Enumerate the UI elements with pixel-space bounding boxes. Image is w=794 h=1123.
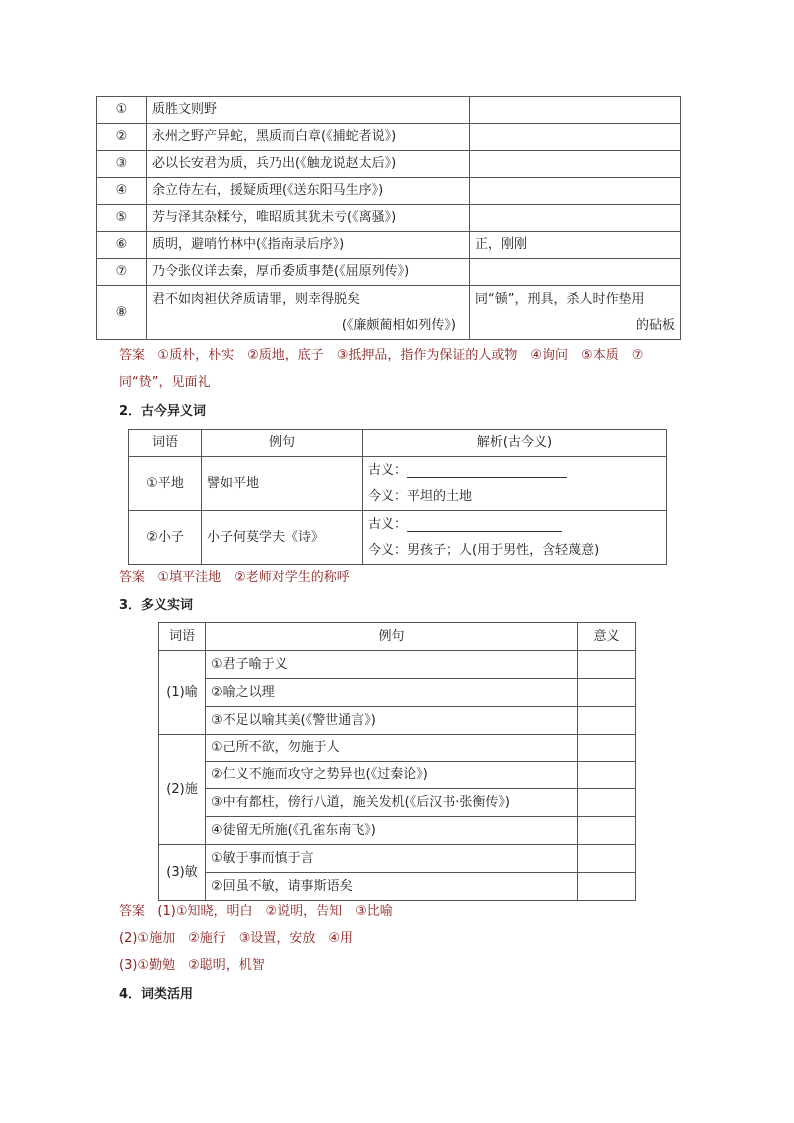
table-row (97, 178, 681, 205)
table-row (159, 762, 636, 789)
example-line-2: (《廉颇蔺相如列传》) (341, 317, 456, 333)
meaning-cell: 正，刚刚 (470, 232, 681, 259)
answer-text: (1)①知晓，明白 ②说明，告知 ③比喻 (157, 904, 393, 919)
table-row (159, 707, 636, 735)
column-header: 例句 (202, 430, 363, 457)
example-text-multiline (147, 286, 470, 340)
meaning-cell (578, 679, 636, 707)
answer-label: 答案 (119, 348, 146, 363)
example-cell: 譬如平地 (202, 457, 363, 511)
answer-block-1 (119, 343, 643, 369)
gu-line (368, 512, 661, 538)
example-cell: ①君子喻于义 (206, 651, 578, 679)
example-cell: ①敏于事而慎于言 (206, 845, 578, 873)
table-header-row (129, 430, 667, 457)
table-row (129, 511, 667, 565)
meaning-cell (470, 124, 681, 151)
row-number: ⑤ (97, 205, 147, 232)
answer-label: 答案 (119, 570, 146, 585)
jin-line: 今义：男孩子；人(用于男性，含轻蔑意) (368, 542, 600, 558)
meaning-cell (578, 707, 636, 735)
example-line-1: 君不如肉袒伏斧质请罪，则幸得脱矣 (152, 291, 361, 307)
table-row (159, 873, 636, 901)
meaning-cell (578, 789, 636, 817)
meaning-cell (470, 97, 681, 124)
answer-block-3 (119, 899, 393, 925)
row-number: ⑦ (97, 259, 147, 286)
analysis-cell (363, 457, 667, 511)
meaning-line-2: 的砧板 (635, 317, 675, 333)
section-title: 4．词类活用 (119, 987, 194, 1002)
word-cell: (3)敏 (159, 845, 206, 901)
meaning-cell (470, 205, 681, 232)
table-row (159, 651, 636, 679)
table-row (97, 286, 681, 340)
answer-block-2 (119, 565, 350, 591)
table-row (97, 151, 681, 178)
jin-line: 今义：平坦的土地 (368, 488, 473, 504)
example-text: 芳与泽其杂糅兮，唯昭质其犹未亏(《离骚》) (147, 205, 470, 232)
table-row (97, 205, 681, 232)
table-gujin (128, 429, 667, 565)
word-cell: (1)喻 (159, 651, 206, 735)
table-row (159, 817, 636, 845)
table-row (97, 232, 681, 259)
example-cell: ①己所不欲，勿施于人 (206, 735, 578, 762)
meaning-cell (578, 873, 636, 901)
answer-text: ①质朴，朴实 ②质地，底子 ③抵押品，指作为保证的人或物 ④询问 ⑤本质 ⑦ (157, 348, 644, 363)
row-number: ⑥ (97, 232, 147, 259)
table-row (97, 97, 681, 124)
table-row (159, 789, 636, 817)
section-title: 3．多义实词 (119, 598, 194, 613)
meaning-cell-multiline (470, 286, 681, 340)
row-number: ① (97, 97, 147, 124)
word-cell: ①平地 (129, 457, 202, 511)
gu-label: 古义： (368, 462, 408, 478)
row-number: ④ (97, 178, 147, 205)
column-header: 词语 (159, 623, 206, 651)
table-zhi (96, 96, 681, 340)
example-text: 质明，避哨竹林中(《指南录后序》) (147, 232, 470, 259)
example-text: 永州之野产异蛇，黑质而白章(《捕蛇者说》) (147, 124, 470, 151)
table-row (97, 124, 681, 151)
word-cell: (2)施 (159, 735, 206, 845)
example-cell: 小子何莫学夫《诗》 (202, 511, 363, 565)
column-header: 意义 (578, 623, 636, 651)
column-header: 解析(古今义) (363, 430, 667, 457)
example-cell: ③不足以喻其美(《警世通言》) (206, 707, 578, 735)
row-number: ② (97, 124, 147, 151)
answer-line: 同“贽”，见面礼 (119, 375, 211, 390)
row-number: ③ (97, 151, 147, 178)
example-text: 余立侍左右，援疑质理(《送东阳马生序》) (147, 178, 470, 205)
meaning-cell (578, 845, 636, 873)
table-row (159, 845, 636, 873)
answer-line: (3)①勤勉 ②聪明，机智 (119, 958, 265, 973)
example-cell: ④徒留无所施(《孔雀东南飞》) (206, 817, 578, 845)
example-cell: ②仁义不施而攻守之势异也(《过秦论》) (206, 762, 578, 789)
meaning-line-1: 同“锧”，刑具，杀人时作垫用 (475, 291, 645, 307)
word-cell: ②小子 (129, 511, 202, 565)
answer-line: (2)①施加 ②施行 ③设置，安放 ④用 (119, 931, 354, 946)
analysis-cell (363, 511, 667, 565)
meaning-cell (578, 735, 636, 762)
fill-blank (407, 517, 562, 532)
meaning-cell (578, 651, 636, 679)
gu-line (368, 458, 661, 484)
example-text: 必以长安君为质，兵乃出(《触龙说赵太后》) (147, 151, 470, 178)
table-header-row (159, 623, 636, 651)
table-row (159, 679, 636, 707)
meaning-cell (578, 762, 636, 789)
example-cell: ③中有都柱，傍行八道，施关发机(《后汉书·张衡传》) (206, 789, 578, 817)
row-number: ⑧ (97, 286, 147, 340)
table-row (129, 457, 667, 511)
answer-text: ①填平洼地 ②老师对学生的称呼 (157, 570, 350, 585)
column-header: 词语 (129, 430, 202, 457)
example-text: 质胜文则野 (147, 97, 470, 124)
table-duoyi (158, 622, 636, 901)
meaning-cell (578, 817, 636, 845)
table-row (97, 259, 681, 286)
answer-label: 答案 (119, 904, 146, 919)
section-title: 2．古今异义词 (119, 404, 207, 419)
example-text: 乃令张仪详去秦，厚币委质事楚(《屈原列传》) (147, 259, 470, 286)
example-cell: ②回虽不敏，请事斯语矣 (206, 873, 578, 901)
column-header: 例句 (206, 623, 578, 651)
fill-blank (407, 463, 567, 478)
table-row (159, 735, 636, 762)
meaning-cell (470, 178, 681, 205)
gu-label: 古义： (368, 516, 408, 532)
meaning-cell (470, 151, 681, 178)
example-cell: ②喻之以理 (206, 679, 578, 707)
meaning-cell (470, 259, 681, 286)
